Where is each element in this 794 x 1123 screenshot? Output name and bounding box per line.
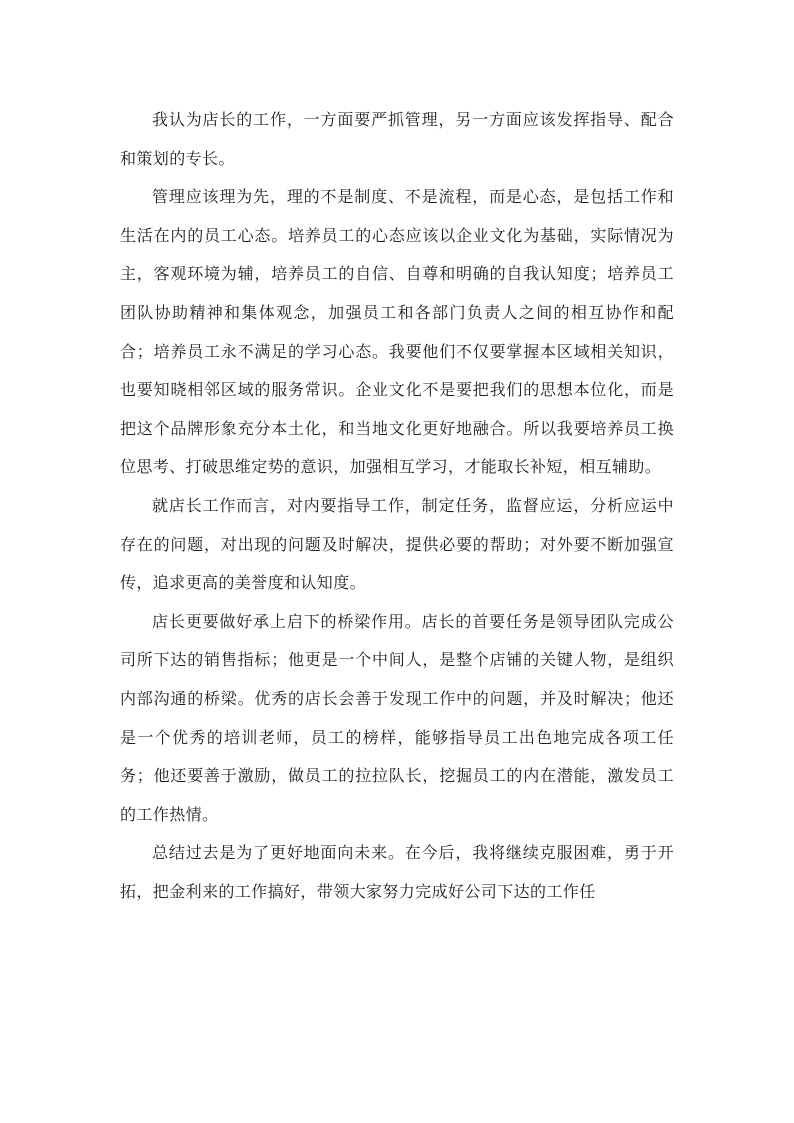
paragraph-2: 管理应该理为先，理的不是制度、不是流程，而是心态，是包括工作和生活在内的员工心态。培养员工的心态应该以企业文化为基础，实际情况为主，客观环境为辅，培养员工的自信、自尊和明确的自我认知度；培养员工团队协助精神和集体观念，加强员工和各部门负责人之间的相互协作和配合；培养员工永不满足的学习心态。我要他们不仅要掌握本区域相关知识，也要知晓相邻区域的服务常识。企业文化不是要把我们的思想本位化，而是把这个品牌形象充分本土化，和当地文化更好地融合。所以我要培养员工换位思考、打破思维定势的意识，加强相互学习，才能取长补短，相互辅助。 <box>120 187 674 477</box>
document-body <box>120 101 674 911</box>
paragraph-4: 店长更要做好承上启下的桥梁作用。店长的首要任务是领导团队完成公司所下达的销售指标；他更是一个中间人，是整个店铺的关键人物，是组织内部沟通的桥梁。优秀的店长会善于发现工作中的问题，并及时解决；他还是一个优秀的培训老师，员工的榜样，能够指导员工出色地完成各项工任务；他还要善于激励，做员工的拉拉队长，挖掘员工的内在潜能，激发员工的工作热情。 <box>120 611 674 824</box>
paragraph-1: 我认为店长的工作，一方面要严抓管理，另一方面应该发挥指导、配合和策划的专长。 <box>120 110 674 168</box>
paragraph-5: 总结过去是为了更好地面向未来。在今后，我将继续克服困难，勇于开拓，把金利来的工作搞好，带领大家努力完成好公司下达的工作任 <box>120 843 674 901</box>
paragraph-3: 就店长工作而言，对内要指导工作，制定任务，监督应运，分析应运中存在的问题，对出现的问题及时解决，提供必要的帮助；对外要不断加强宣传，追求更高的美誉度和认知度。 <box>120 495 674 593</box>
